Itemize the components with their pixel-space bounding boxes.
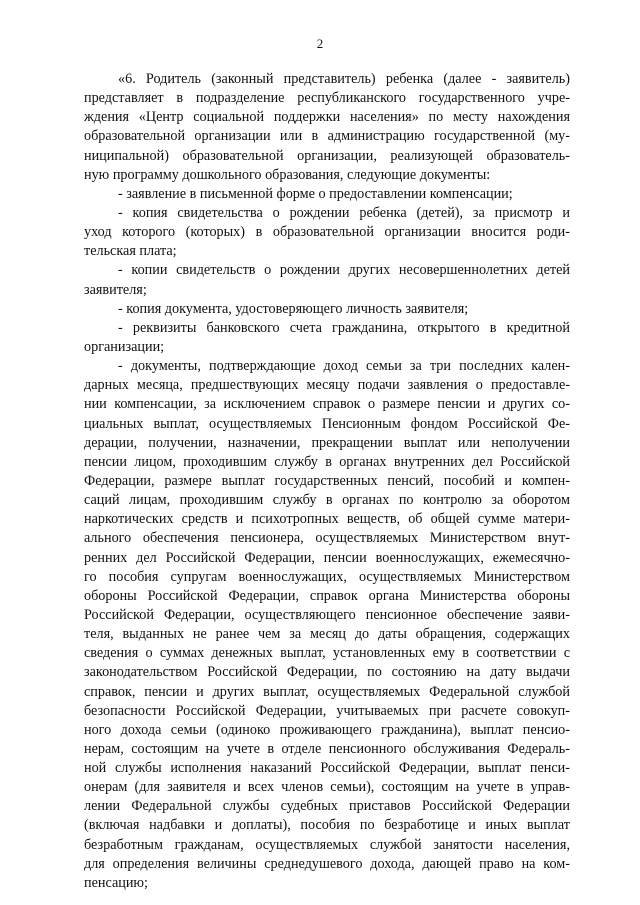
text-line: организации; xyxy=(84,338,165,355)
text-line: справок, пенсии и других выплат, осуществляемых Федеральной службой xyxy=(84,683,570,700)
text-line: нии компенсации, за исключением справок о размере пенсии и других со- xyxy=(84,396,570,413)
text-line: пенсацию; xyxy=(84,874,148,891)
text-line: ренних дел Российской Федерации, пенсии военнослужащих, ежемесячно- xyxy=(84,549,570,566)
text-line: го пособия супругам военнослужащих, осуществляемых Министерством xyxy=(84,568,570,585)
text-line: представляет в подразделение республиканского государственного учре- xyxy=(84,90,570,107)
text-line: саций лицам, проходившим службу в органах по контролю за оборотом xyxy=(84,492,570,509)
text-line: онерам (для заявителя и всех членов семьи), состоящим на учете в управ- xyxy=(84,779,570,796)
text-line: теля, выданных не ранее чем за месяц до даты обращения, содержащих xyxy=(84,626,570,643)
document-body xyxy=(84,70,570,893)
text-line: - копия документа, удостоверяющего личность заявителя; xyxy=(118,300,469,317)
page-number: 2 xyxy=(316,36,324,51)
text-line: лении Федеральной службы судебных приставов Российской Федерации xyxy=(84,798,570,815)
text-line: законодательством Российской Федерации, по состоянию на дату выдачи xyxy=(84,664,570,681)
text-line: - документы, подтверждающие доход семьи за три последних кален- xyxy=(118,358,570,375)
text-line: ниципальной) образовательной организации, реализующей образователь- xyxy=(84,147,570,164)
text-line: образовательной организации или в администрацию государственной (му- xyxy=(84,128,570,145)
text-line: дарных месяца, предшествующих месяцу подачи заявления о предоставле- xyxy=(84,377,570,394)
text-line: циальных выплат, осуществляемых Пенсионным фондом Российской Фе- xyxy=(84,415,570,432)
text-line: тельская плата; xyxy=(84,243,177,260)
text-line: сведения о суммах денежных выплат, установленных ему в соответствии с xyxy=(84,645,570,662)
text-line: ного дохода семьи (одиноко проживающего гражданина), выплат пенсио- xyxy=(84,721,570,738)
text-line: - копии свидетельств о рождении других несовершеннолетних детей xyxy=(118,262,570,279)
text-line: Российской Федерации, осуществляющего пенсионное обеспечение заяви- xyxy=(84,606,570,623)
text-line: Федерации, размере выплат государственных пенсий, пособий и компен- xyxy=(84,472,570,489)
text-line: безопасности Российской Федерации, учитываемых при расчете совокуп- xyxy=(84,702,570,719)
text-line: - заявление в письменной форме о предоставлении компенсации; xyxy=(118,185,513,202)
text-line: заявителя; xyxy=(84,281,147,298)
text-line: обороны Российской Федерации, справок органа Министерства обороны xyxy=(84,587,570,604)
text-line: уход которого (которых) в образовательной организации вносится роди- xyxy=(84,224,570,241)
text-line: ной службы исполнения наказаний Российской Федерации, выплат пенси- xyxy=(84,760,570,777)
text-line: ную программу дошкольного образования, следующие документы: xyxy=(84,166,491,183)
text-line: наркотических средств и психотропных веществ, об общей сумме матери- xyxy=(84,511,570,528)
text-line: безработным гражданам, осуществляемых службой занятости населения, xyxy=(84,836,570,853)
text-line: пенсии лицом, проходившим службу в органах внутренних дел Российской xyxy=(84,453,570,470)
text-line: - реквизиты банковского счета гражданина, открытого в кредитной xyxy=(118,319,570,336)
text-line: ального обеспечения пенсионера, осуществляемых Министерством внут- xyxy=(84,530,570,547)
text-line: для определения величины среднедушевого дохода, дающей право на ком- xyxy=(84,855,570,872)
text-line: «6. Родитель (законный представитель) ребенка (далее - заявитель) xyxy=(118,71,570,87)
text-line: ждения «Центр социальной поддержки населения» по месту нахождения xyxy=(84,109,570,126)
text-line: нерам, состоящим на учете в отделе пенсионного обслуживания Федераль- xyxy=(84,740,570,757)
text-line: - копия свидетельства о рождении ребенка (детей), за присмотр и xyxy=(118,204,570,221)
text-line: дерации, получении, назначении, прекращении выплат или неполучении xyxy=(84,434,570,451)
text-line: (включая надбавки и доплаты), пособия по безработице и иных выплат xyxy=(84,817,570,834)
